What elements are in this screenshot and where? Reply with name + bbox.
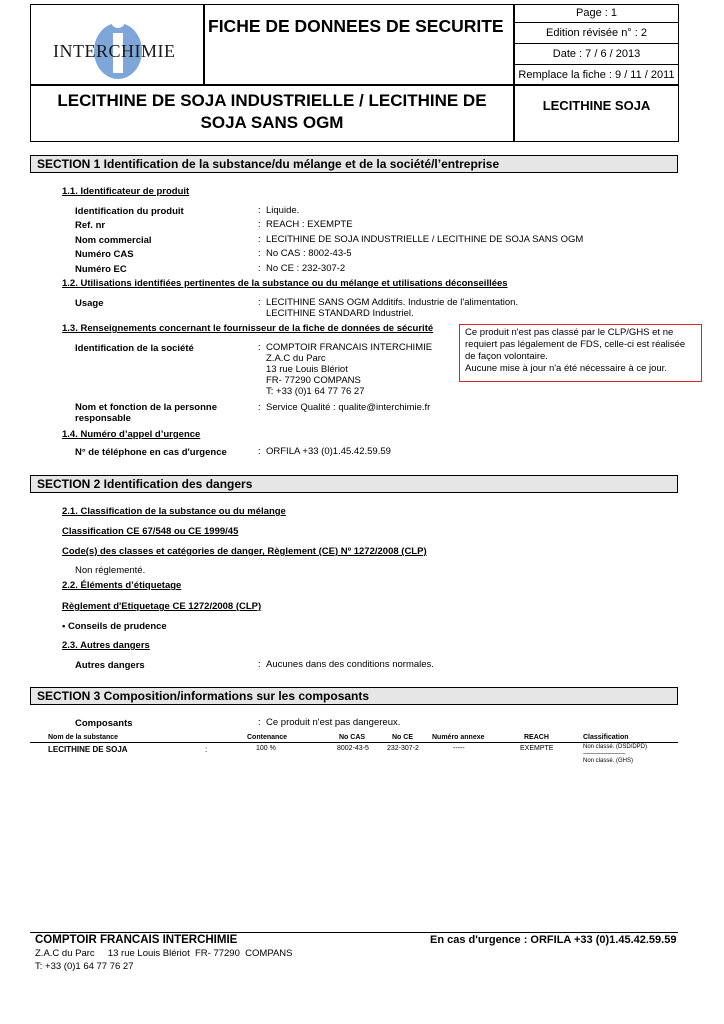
col-header: Numéro annexe [432,734,485,741]
short-name-box [514,85,679,142]
company-line: Z.A.C du Parc [266,353,326,364]
meta-box [514,4,679,85]
non-regulated: Non réglementé. [75,565,146,576]
emergency-phone-label: N° de téléphone en cas d'urgence [75,447,227,458]
classification-ce: Classification CE 67/548 ou CE 1999/45 [62,526,239,537]
usage-value-2: LECITHINE STANDARD Industriel. [266,308,414,319]
table-header-rule [30,742,678,743]
logo-box [30,4,204,85]
responsible-label-2: responsable [75,413,131,424]
classification-divider: ------------------------------------ [583,751,625,757]
field-value: LECITHINE DE SOJA INDUSTRIELLE / LECITHINE DE SOJA SANS OGM [266,234,584,245]
replaces-date: Remplace la fiche : 9 / 11 / 2011 [518,69,675,81]
col-header: Contenance [247,734,288,741]
annex-number: ----- [453,745,465,752]
company-line: T: +33 (0)1 64 77 76 27 [266,386,365,397]
section2-header: SECTION 2 Identification des dangers [30,475,678,493]
field-label: Numéro CAS [75,249,134,260]
product-name-box [30,85,514,142]
product-name-line1: LECITHINE DE SOJA INDUSTRIELLE / LECITHINE DE [57,91,487,110]
other-hazards-value: Aucunes dans des conditions normales. [266,659,434,670]
subsection-2-3: 2.3. Autres dangers [62,640,150,651]
col-header: Nom de la substance [48,734,119,741]
subsection-2-1: 2.1. Classification de la substance ou du mélange [62,506,286,517]
footer-divider [30,932,678,933]
usage-value-1: LECITHINE SANS OGM Additifs. Industrie de l'alimentation. [266,297,519,308]
precaution-advice: • Conseils de prudence [62,621,167,632]
ce-number: 232-307-2 [387,745,419,752]
page-number: Page : 1 [515,5,678,23]
usage-label: Usage [75,298,104,309]
clp-note-line: Aucune mise à jour n'a été nécessaire à ce jour. [465,363,667,374]
subsection-1-4: 1.4. Numéro d’appel d’urgence [62,429,201,440]
edition-number: Edition révisée n° : 2 [515,23,678,44]
footer-phone: T: +33 (0)1 64 77 76 27 [35,961,134,972]
product-name-line2: SOJA SANS OGM [200,113,344,132]
field-label: Ref. nr [75,220,106,231]
product-short-name: LECITHINE SOJA [542,98,651,113]
field-value: Liquide. [266,205,300,216]
clp-note-line: de façon volontaire. [465,351,548,362]
classification-ghs: Non classé. (GHS) [583,758,634,764]
clp-note-box [459,324,702,382]
field-label: Numéro EC [75,264,127,275]
document-title: FICHE DE DONNEES DE SECURITE [208,16,504,36]
section1-header: SECTION 1 Identification de la substance/du mélange et de la société/l’entreprise [30,155,678,173]
responsible-label-1: Nom et fonction de la personne [75,402,217,413]
substance-name: LECITHINE DE SOJA [48,745,128,754]
company-label: Identification de la société [75,343,194,354]
components-value: Ce produit n'est pas dangereux. [266,717,401,728]
clp-note-line: requiert pas légalement de FDS, celle-ci est réalisée [465,339,686,350]
col-header: No CAS [339,734,366,741]
other-hazards-label: Autres dangers [75,660,145,671]
content-percent: 100 % [256,745,276,752]
hazard-codes: Code(s) des classes et catégories de danger, Règlement (CE) Nº 1272/2008 (CLP) [62,546,427,557]
footer-emergency: En cas d'urgence : ORFILA +33 (0)1.45.42.59.59 [430,934,677,946]
company-line: FR- 77290 COMPANS [266,375,361,386]
subsection-2-2: 2.2. Éléments d’étiquetage [62,580,182,591]
subsection-1-1: 1.1. Identificateur de produit [62,186,190,197]
company-line: COMPTOIR FRANCAIS INTERCHIMIE [266,342,433,353]
field-value: REACH : EXEMPTE [266,219,353,230]
company-line: 13 rue Louis Blériot [266,364,348,375]
title-box [204,4,514,85]
clp-note-line: Ce produit n'est pas classé par le CLP/GHS et ne [465,327,674,338]
logo-text: INTERCHIMIE [53,41,176,61]
responsible-value: Service Qualité : qualite@interchimie.fr [266,402,431,413]
field-value: No CE : 232-307-2 [266,263,346,274]
footer-address: Z.A.C du Parc 13 rue Louis Blériot FR- 77290 COMPANS [35,948,293,959]
col-header: REACH [524,734,549,741]
labelling-regulation: Règlement d'Etiquetage CE 1272/2008 (CLP) [62,601,262,612]
cas-number: 8002-43-5 [337,745,369,752]
field-label: Nom commercial [75,235,152,246]
col-header: Classification [583,734,629,741]
revision-date: Date : 7 / 6 / 2013 [515,44,678,65]
field-value: No CAS : 8002-43-5 [266,248,352,259]
classification-dsd: Non classé. (DSD/DPD) [583,744,648,750]
subsection-1-3: 1.3. Renseignements concernant le fournisseur de la fiche de données de sécurité [62,323,434,334]
reach-status: EXEMPTE [520,745,554,752]
components-label: Composants [75,718,133,729]
subsection-1-2: 1.2. Utilisations identifiées pertinentes de la substance ou du mélange et utilisations déconseillées [62,278,508,289]
footer-company: COMPTOIR FRANCAIS INTERCHIMIE [35,934,238,946]
col-header: No CE [392,734,413,741]
emergency-phone-value: ORFILA +33 (0)1.45.42.59.59 [266,446,391,457]
row-separator: : [205,745,208,754]
field-label: Identification du produit [75,206,184,217]
section3-header: SECTION 3 Composition/informations sur les composants [30,687,678,705]
